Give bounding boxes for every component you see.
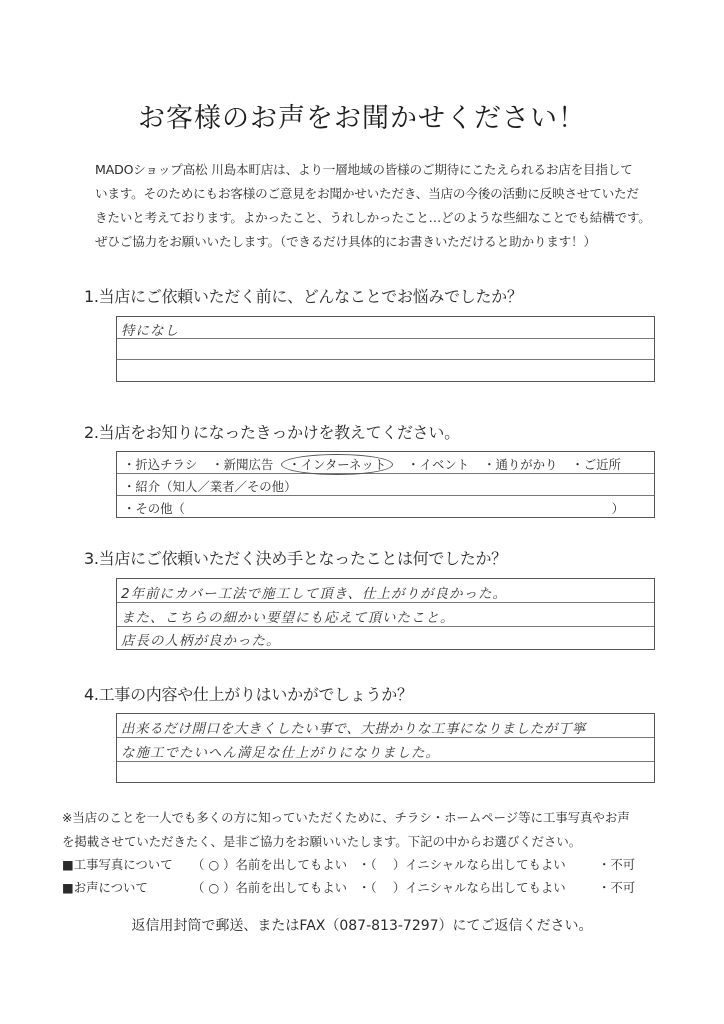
consent-note bbox=[62, 806, 662, 854]
handwritten-answer: また、こちらの細かい要望にも応えて頂いたこと。 bbox=[121, 610, 455, 626]
option-flyer[interactable]: ・折込チラシ bbox=[123, 457, 198, 472]
note-line: ※当店のことを一人でも多くの方に知っていただくために、チラシ・ホームページ等に工事写真やお声 bbox=[62, 810, 630, 825]
handwritten-answer: な施工でたいへん満足な仕上がりになりました。 bbox=[121, 745, 440, 761]
question-3: 3.当店にご依頼いただく決め手となったことは何でしたか？ bbox=[84, 549, 507, 568]
option-internet-selected[interactable]: ・インターネット bbox=[281, 454, 393, 475]
option-passing-by[interactable]: ・通りがかり bbox=[483, 457, 558, 472]
consent-option-no[interactable]: ・不可 bbox=[598, 857, 636, 872]
consent-option-name[interactable]: （ ○ ）名前を出してもよい bbox=[192, 880, 347, 895]
consent-option-no[interactable]: ・不可 bbox=[598, 880, 636, 895]
q3-answer-line[interactable] bbox=[117, 579, 654, 603]
question-1: 1.当店にご依頼いただく前に、どんなことでお悩みでしたか？ bbox=[84, 287, 523, 306]
q3-answer-line[interactable] bbox=[117, 603, 654, 627]
consent-label: ■お声について bbox=[62, 880, 148, 895]
intro-line: ぜひご協力をお願いいたします。（できるだけ具体的にお書きいただけると助かります！） bbox=[95, 234, 596, 249]
intro-line: います。そのためにもお客様のご意見をお聞かせいただき、当店の今後の活動に反映させていただ bbox=[95, 186, 639, 201]
q4-answer-line[interactable] bbox=[117, 738, 654, 762]
q3-answer-line[interactable] bbox=[117, 627, 654, 649]
handwritten-answer: 特になし bbox=[121, 323, 179, 339]
option-neighborhood[interactable]: ・ご近所 bbox=[571, 457, 621, 472]
intro-line: MADOショップ高松 川島本町店は、より一層地域の皆様のご期待にこたえられるお店を目指して bbox=[95, 162, 633, 177]
q4-answer-line[interactable] bbox=[117, 762, 654, 782]
consent-option-name[interactable]: （ ○ ）名前を出してもよい bbox=[192, 857, 347, 872]
option-other-close: ） bbox=[611, 501, 624, 516]
consent-row-photos bbox=[62, 855, 662, 873]
consent-option-initials[interactable]: ・（ ）イニシャルなら出してもよい bbox=[358, 880, 566, 895]
page-title: お客様のお声をお聞かせください！ bbox=[138, 103, 586, 134]
q4-answer-box[interactable] bbox=[116, 713, 655, 783]
q2-options-row bbox=[117, 474, 654, 496]
q2-options bbox=[123, 455, 631, 473]
note-line: を掲載させていただきたく、是非ご協力をお願いいたします。下記の中からお選びください。 bbox=[62, 834, 582, 849]
consent-row-voice bbox=[62, 878, 662, 896]
option-newspaper[interactable]: ・新聞広告 bbox=[211, 457, 274, 472]
q2-options-row bbox=[117, 496, 654, 516]
q4-answer-line[interactable] bbox=[117, 714, 654, 738]
consent-label: ■工事写真について bbox=[62, 857, 173, 872]
option-event[interactable]: ・イベント bbox=[407, 457, 470, 472]
intro-paragraph bbox=[95, 158, 651, 254]
handwritten-answer: 出来るだけ開口を大きくしたい事で、大掛かりな工事になりましたが丁寧 bbox=[121, 721, 587, 737]
reply-instructions: 返信用封筒で郵送、またはFAX（087-813-7297）にてご返信ください。 bbox=[131, 918, 593, 934]
consent-option-initials[interactable]: ・（ ）イニシャルなら出してもよい bbox=[358, 857, 566, 872]
q1-answer-line[interactable] bbox=[117, 339, 654, 360]
q1-answer-box[interactable] bbox=[116, 316, 655, 382]
option-referral[interactable]: ・紹介（知人／業者／その他） bbox=[123, 479, 297, 494]
question-2: 2.当店をお知りになったきっかけを教えてください。 bbox=[84, 423, 460, 442]
q3-answer-box[interactable] bbox=[116, 578, 655, 650]
q1-answer-line[interactable] bbox=[117, 360, 654, 380]
q2-options-row bbox=[117, 452, 654, 474]
question-4: 4.工事の内容や仕上がりはいかがでしょうか？ bbox=[84, 685, 413, 704]
option-other[interactable]: ・その他（ bbox=[123, 501, 185, 516]
intro-line: きたいと考えております。よかったこと、うれしかったこと…どのような些細なことでも結構です。 bbox=[95, 210, 651, 225]
handwritten-answer: 店長の人柄が良かった。 bbox=[121, 633, 281, 649]
q2-options-box bbox=[116, 451, 655, 518]
q1-answer-line[interactable] bbox=[117, 317, 654, 339]
handwritten-answer: 2年前にカバー工法で施工して頂き、仕上がりが良かった。 bbox=[121, 586, 508, 602]
